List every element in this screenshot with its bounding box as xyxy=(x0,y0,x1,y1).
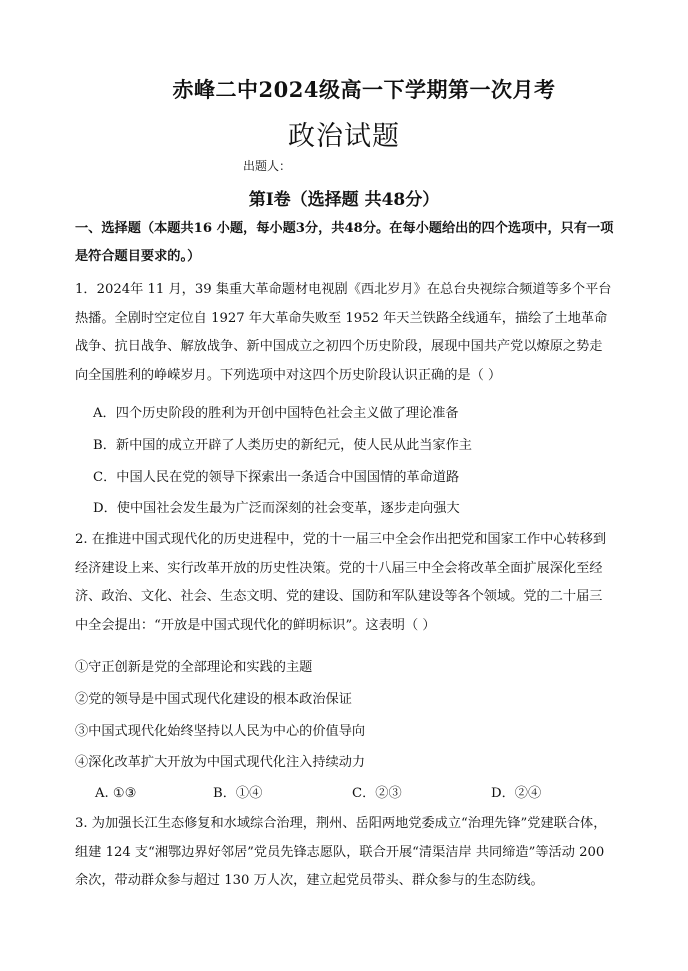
question-3-stem: 3. 为加强长江生态修复和水域综合治理，荆州、岳阳两地党委成立“治理先锋”党建联合体，组建 124 支“湘鄂边界好邻居”党员先锋志愿队，联合开展“清渠洁岸 共同缔造”等活动 200 余次，带动群众参与超过 130 万人次，建立起党员带头、群众参与的生态防线。 xyxy=(75,816,607,889)
question-2-stem: 2. 在推进中国式现代化的历史进程中，党的十一届三中全会作出把党和国家工作中心转移到经济建设上来、实行改革开放的历史性决策。党的十八届三中全会将改革全面扩展深化至经济、政治、文化、社会、生态文明、党的建设、国防和军队建设等各个领域。党的二十届三中全会提出：“开放是中国式现代化的鲜明标识”。这表明（ ） xyxy=(75,532,607,633)
question-2-statement-4: ④深化改革扩大开放为中国式现代化注入持续动力 xyxy=(75,755,366,770)
question-1-option-b: B．新中国的成立开辟了人类历史的新纪元，使人民从此当家作主 xyxy=(93,438,472,453)
question-setter-label: 出题人： xyxy=(243,159,292,173)
question-2-choice-c: C．②③ xyxy=(352,786,402,801)
question-1-option-d: D．使中国社会发生最为广泛而深刻的社会变革，逐步走向强大 xyxy=(93,501,460,516)
subject-title: 政治试题 xyxy=(288,121,400,152)
section-title: 第Ⅰ卷（选择题 共48分） xyxy=(248,190,440,210)
question-2-statement-2: ②党的领导是中国式现代化建设的根本政治保证 xyxy=(75,692,352,707)
question-2-choice-b: B．①④ xyxy=(213,786,263,801)
question-2-statement-3: ③中国式现代化始终坚持以人民为中心的价值导向 xyxy=(75,724,366,739)
question-2-statement-1: ①守正创新是党的全部理论和实践的主题 xyxy=(75,660,313,675)
question-2-choice-a: A. ①③ xyxy=(95,786,137,801)
exam-title: 赤峰二中2024级高一下学期第一次月考 xyxy=(172,77,556,102)
section-instructions: 一、选择题（本题共16 小题，每小题3分，共48分。在每小题给出的四个选项中，只有一项 是符合题目要求的。） xyxy=(75,221,614,264)
question-2-choice-d: D．②④ xyxy=(491,786,542,801)
question-1-stem: 1．2024年 11 月，39 集重大革命题材电视剧《西北岁月》在总台央视综合频道等多个平台热播。全剧时空定位自 1927 年大革命失败至 1952 年天兰铁路全线通车，描绘了土地革命战争、抗日战争、解放战争、新中国成立之初四个历史阶段，展现中国共产党以燎原之势走向全国胜利的峥嵘岁月。下列选项中对这四个历史阶段认识正确的是（ ） xyxy=(75,282,612,383)
question-1-option-a: A．四个历史阶段的胜利为开创中国特色社会主义做了理论准备 xyxy=(93,406,459,421)
question-1-option-c: C．中国人民在党的领导下探索出一条适合中国国情的革命道路 xyxy=(93,470,460,485)
